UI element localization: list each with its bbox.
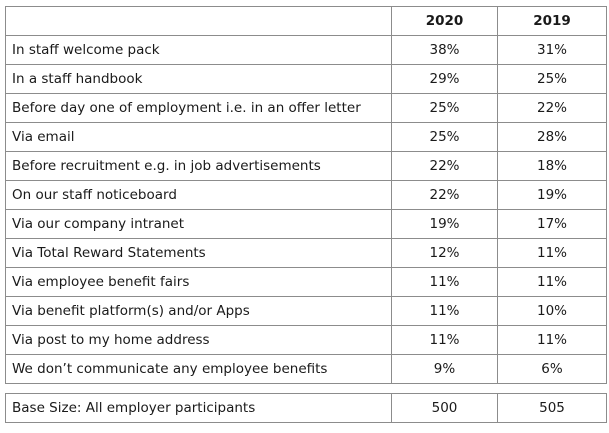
table-row bbox=[6, 152, 607, 181]
row-value-2020: 11% bbox=[392, 297, 498, 326]
row-label: On our staff noticeboard bbox=[6, 181, 392, 210]
row-value-2019: 22% bbox=[498, 94, 607, 123]
row-label: Via our company intranet bbox=[6, 210, 392, 239]
base-size-label: Base Size: All employer participants bbox=[6, 394, 392, 423]
row-value-2020: 29% bbox=[392, 65, 498, 94]
row-value-2019: 10% bbox=[498, 297, 607, 326]
row-label: Via employee benefit fairs bbox=[6, 268, 392, 297]
row-label: Via benefit platform(s) and/or Apps bbox=[6, 297, 392, 326]
table-row bbox=[6, 239, 607, 268]
row-value-2020: 12% bbox=[392, 239, 498, 268]
row-value-2020: 11% bbox=[392, 326, 498, 355]
row-value-2020: 38% bbox=[392, 36, 498, 65]
row-value-2020: 11% bbox=[392, 268, 498, 297]
base-size-row bbox=[6, 394, 607, 423]
table-row bbox=[6, 36, 607, 65]
table-row bbox=[6, 181, 607, 210]
base-size-table bbox=[5, 393, 607, 423]
base-size-2019: 505 bbox=[498, 394, 607, 423]
row-value-2020: 25% bbox=[392, 94, 498, 123]
row-label: In staff welcome pack bbox=[6, 36, 392, 65]
header-year-2019: 2019 bbox=[498, 7, 607, 36]
row-value-2019: 17% bbox=[498, 210, 607, 239]
table-row bbox=[6, 210, 607, 239]
row-value-2020: 19% bbox=[392, 210, 498, 239]
table-row bbox=[6, 123, 607, 152]
table-row bbox=[6, 268, 607, 297]
row-value-2020: 22% bbox=[392, 152, 498, 181]
table-header-row bbox=[6, 7, 607, 36]
row-value-2020: 22% bbox=[392, 181, 498, 210]
row-label: In a staff handbook bbox=[6, 65, 392, 94]
table-row bbox=[6, 94, 607, 123]
row-label: Via post to my home address bbox=[6, 326, 392, 355]
row-label: Via email bbox=[6, 123, 392, 152]
row-label: Via Total Reward Statements bbox=[6, 239, 392, 268]
benefits-communication-table bbox=[5, 6, 607, 384]
row-label: We don’t communicate any employee benefits bbox=[6, 355, 392, 384]
row-value-2019: 19% bbox=[498, 181, 607, 210]
table-spacer bbox=[5, 384, 606, 393]
header-year-2020: 2020 bbox=[392, 7, 498, 36]
row-value-2019: 28% bbox=[498, 123, 607, 152]
base-size-2020: 500 bbox=[392, 394, 498, 423]
row-value-2019: 11% bbox=[498, 268, 607, 297]
row-value-2019: 31% bbox=[498, 36, 607, 65]
row-value-2019: 25% bbox=[498, 65, 607, 94]
row-value-2020: 25% bbox=[392, 123, 498, 152]
row-value-2020: 9% bbox=[392, 355, 498, 384]
table-row bbox=[6, 65, 607, 94]
table-row bbox=[6, 326, 607, 355]
row-label: Before recruitment e.g. in job advertisements bbox=[6, 152, 392, 181]
row-value-2019: 11% bbox=[498, 326, 607, 355]
table-row bbox=[6, 355, 607, 384]
benefits-communication-table-container bbox=[5, 6, 606, 423]
table-row bbox=[6, 297, 607, 326]
header-label-cell bbox=[6, 7, 392, 36]
row-value-2019: 11% bbox=[498, 239, 607, 268]
row-value-2019: 18% bbox=[498, 152, 607, 181]
row-label: Before day one of employment i.e. in an offer letter bbox=[6, 94, 392, 123]
row-value-2019: 6% bbox=[498, 355, 607, 384]
